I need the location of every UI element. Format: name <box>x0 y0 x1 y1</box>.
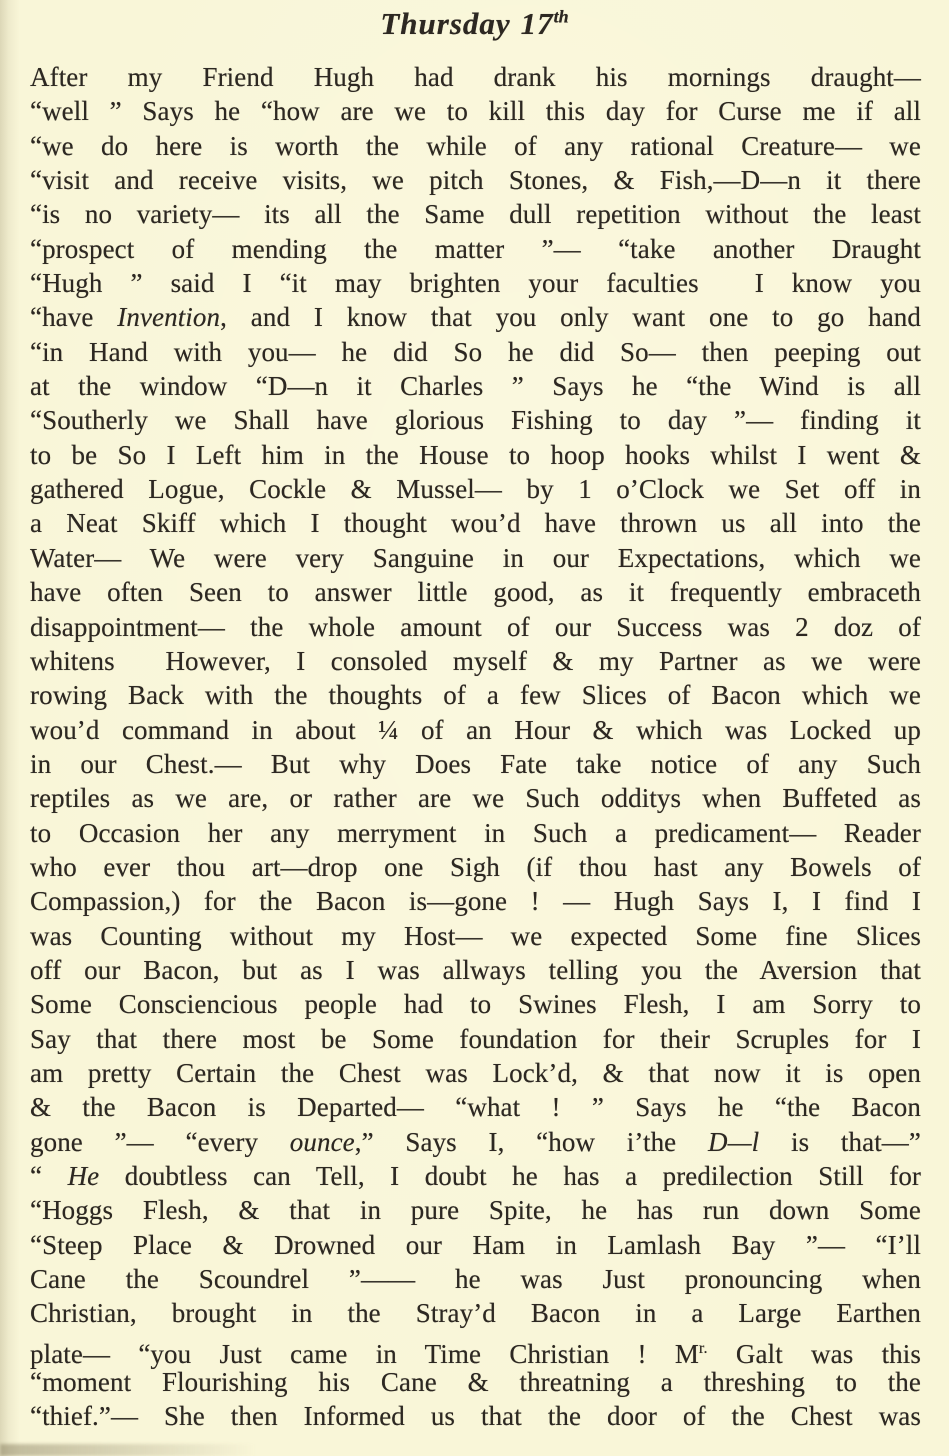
text-line: at the window “D—n it Charles ” Says he “the Wind is all <box>30 371 921 402</box>
text-line: who ever thou art—drop one Sigh (if thou hast any Bowels of <box>30 851 921 882</box>
text-line: gone ”— “every ounce,” Says I, “how i’the D—l is that—” <box>30 1126 921 1157</box>
text-line: “we do here is worth the while of any rational Creature— we <box>30 130 921 161</box>
text-line: to Occasion her any merryment in Such a predicament— Reader <box>30 817 921 848</box>
text-line: plate— “you Just came in Time Christian ! $M^{r.}$ Galt was this <box>30 1338 921 1369</box>
text-line: gathered Logue, Cockle & Mussel— by 1 o’Clock we Set off in <box>30 474 921 505</box>
journal-entry-text <box>30 60 921 1434</box>
text-line: was Counting without my Host— we expected Some fine Slices <box>30 920 921 951</box>
text-line: off our Bacon, but as I was allways telling you the Aversion that <box>30 954 921 985</box>
text-line: “moment Flourishing his Cane & threatning a threshing to the <box>30 1367 921 1398</box>
text-line: “Hoggs Flesh, & that in pure Spite, he has run down Some <box>30 1195 921 1226</box>
text-line: Compassion,) for the Bacon is—gone ! — Hugh Says I, I find I <box>30 886 921 917</box>
text-line: “visit and receive visits, we pitch Stones, & Fish,—D—n it there <box>30 165 921 196</box>
text-line: “in Hand with you— he did So he did So— then peeping out <box>30 336 921 367</box>
page-bottom-left-shadow <box>0 1444 270 1456</box>
text-line: Some Consciencious people had to Swines Flesh, I am Sorry to <box>30 989 921 1020</box>
text-line: “have Invention, and I know that you only want one to go hand <box>30 302 921 333</box>
text-line: “Steep Place & Drowned our Ham in Lamlash Bay ”— “I’ll <box>30 1229 921 1260</box>
header-day: Thursday <box>380 6 511 41</box>
text-line: “well ” Says he “how are we to kill this day for Curse me if all <box>30 96 921 127</box>
text-line: “Southerly we Shall have glorious Fishing to day ”— finding it <box>30 405 921 436</box>
text-line: in our Chest.— But why Does Fate take notice of any Such <box>30 748 921 779</box>
text-line: “is no variety— its all the Same dull repetition without the least <box>30 199 921 230</box>
text-line: have often Seen to answer little good, as it frequently embraceth <box>30 577 921 608</box>
text-line: Say that there most be Some foundation for their Scruples for I <box>30 1023 921 1054</box>
text-line: a Neat Skiff which I thought wou’d have thrown us all into the <box>30 508 921 539</box>
text-line: & the Bacon is Departed— “what ! ” Says he “the Bacon <box>30 1092 921 1123</box>
text-line: Christian, brought in the Stray’d Bacon in a Large Earthen <box>30 1298 921 1329</box>
text-line: Cane the Scoundrel ”—— he was Just pronouncing when <box>30 1264 921 1295</box>
text-line: disappointment— the whole amount of our Success was 2 doz of <box>30 611 921 642</box>
text-line: Water— We were very Sanguine in our Expectations, which we <box>30 542 921 573</box>
page-header <box>0 6 949 42</box>
text-line: “thief.”— She then Informed us that the door of the Chest was <box>30 1401 921 1432</box>
text-line: rowing Back with the thoughts of a few Slices of Bacon which we <box>30 680 921 711</box>
text-line: to be So I Left him in the House to hoop hooks whilst I went & <box>30 439 921 470</box>
text-line: “Hugh ” said I “it may brighten your faculties I know you <box>30 268 921 299</box>
text-line: wou’d command in about ¼ of an Hour & which was Locked up <box>30 714 921 745</box>
text-line: am pretty Certain the Chest was Lock’d, & that now it is open <box>30 1057 921 1088</box>
header-date-number: 17 <box>520 6 554 41</box>
text-line: “ He doubtless can Tell, I doubt he has a predilection Still for <box>30 1161 922 1191</box>
header-ordinal-suffix: th <box>553 6 569 27</box>
text-line: reptiles as we are, or rather are we Such odditys when Buffeted as <box>30 783 921 814</box>
text-line: whitens However, I consoled myself & my Partner as we were <box>30 645 921 676</box>
text-line: “prospect of mending the matter ”— “take another Draught <box>30 233 921 264</box>
text-line: After my Friend Hugh had drank his mornings draught— <box>30 62 921 92</box>
